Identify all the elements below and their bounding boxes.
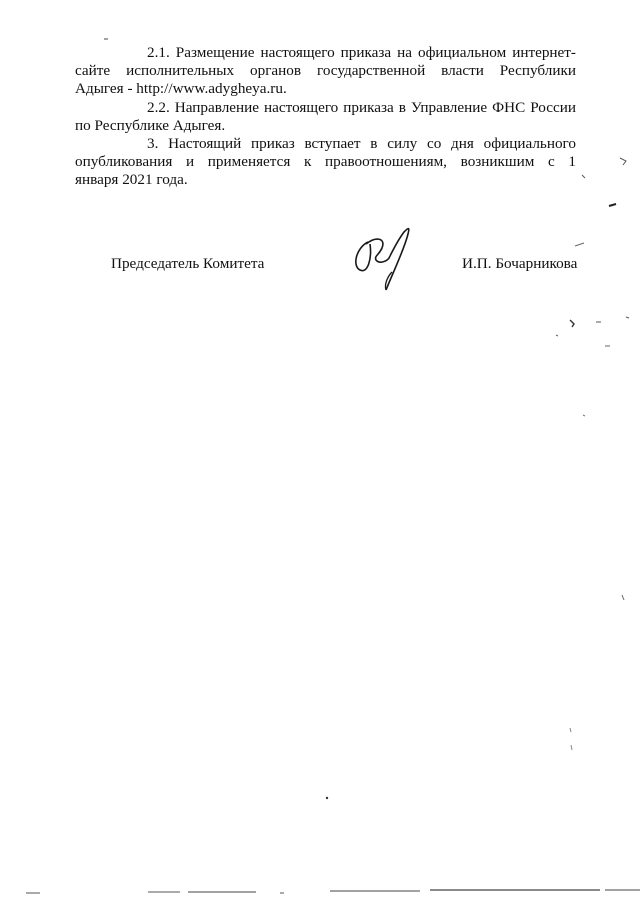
signer-name: И.П. Бочарникова bbox=[462, 255, 578, 272]
paragraph-2-1-line-2: сайте исполнительных органов государственной власти Республики bbox=[75, 62, 576, 80]
paragraph-3-line-1: 3. Настоящий приказ вступает в силу со дня официального bbox=[147, 135, 576, 153]
paragraph-3-line-3: января 2021 года. bbox=[75, 171, 188, 189]
paragraph-3-line-2: опубликования и применяется к правоотношениям, возникшим с 1 bbox=[75, 153, 576, 171]
paragraph-2-2-line-1: 2.2. Направление настоящего приказа в Управление ФНС России bbox=[147, 98, 576, 116]
paragraph-2-1-line-3: Адыгея - http://www.adygheya.ru. bbox=[75, 80, 287, 98]
paragraph-2-1-line-1: 2.1. Размещение настоящего приказа на официальном интернет- bbox=[147, 44, 576, 61]
paragraph-2-2-line-2: по Республике Адыгея. bbox=[75, 116, 226, 134]
signer-position: Председатель Комитета bbox=[111, 255, 265, 272]
